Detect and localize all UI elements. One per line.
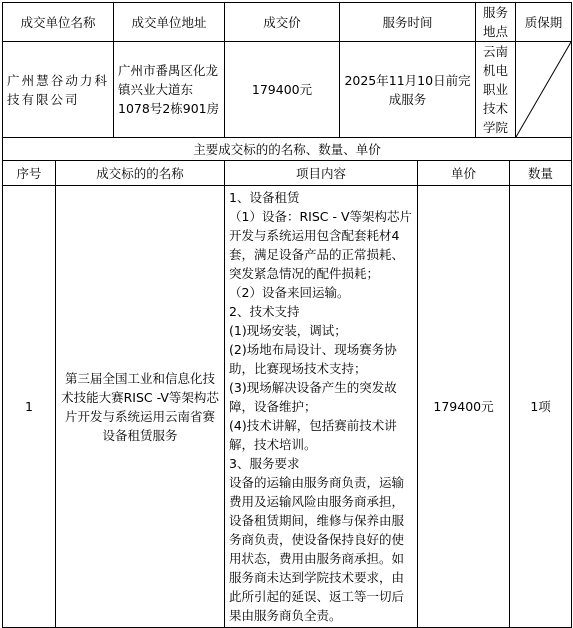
header-service-location: 服务地点 bbox=[476, 3, 516, 42]
content-line: （1）设备：RISC - V等架构芯片开发与系统运用包含配套耗材4套，满足设备产品的正常损耗、突发紧急情况的配件损耗； bbox=[229, 209, 413, 281]
item-content bbox=[225, 186, 418, 628]
content-line: (3)现场解决设备产生的突发故障，设备维护； bbox=[229, 380, 397, 414]
items-header-quantity: 数量 bbox=[510, 161, 572, 186]
header-price: 成交价 bbox=[225, 3, 340, 42]
items-header-content: 项目内容 bbox=[225, 161, 418, 186]
header-supplier-address: 成交单位地址 bbox=[114, 3, 225, 42]
item-unit-price: 179400元 bbox=[418, 186, 510, 628]
items-header-row bbox=[3, 161, 572, 186]
supplier-address: 广州市番禺区化龙镇兴业大道东1078号2栋901房 bbox=[114, 42, 225, 138]
content-line: （2）设备来回运输。 bbox=[229, 285, 350, 300]
item-row bbox=[3, 186, 572, 628]
content-line: (2)场地布局设计、现场赛务协助，比赛现场技术支持； bbox=[229, 342, 397, 376]
diagonal-slash bbox=[516, 42, 571, 137]
supplier-row bbox=[3, 42, 572, 138]
supplier-price: 179400元 bbox=[225, 42, 340, 138]
header-warranty: 质保期 bbox=[516, 3, 572, 42]
item-name: 第三届全国工业和信息化技术技能大赛RISC -V等架构芯片开发与系统运用云南省赛设备租赁服务 bbox=[56, 186, 225, 628]
supplier-header-row bbox=[3, 3, 572, 42]
supplier-service-time: 2025年11月10日前完成服务 bbox=[340, 42, 476, 138]
header-service-time: 服务时间 bbox=[340, 3, 476, 42]
item-quantity: 1项 bbox=[510, 186, 572, 628]
procurement-result-table bbox=[2, 2, 572, 628]
section-title-row bbox=[3, 138, 572, 161]
content-line: (4)技术讲解，包括赛前技术讲解，技术培训。 bbox=[229, 418, 397, 452]
section-title: 主要成交标的的名称、数量、单价 bbox=[3, 138, 572, 161]
content-line: 1、设备租赁 bbox=[229, 190, 300, 205]
items-header-unit-price: 单价 bbox=[418, 161, 510, 186]
content-line: 2、技术支持 bbox=[229, 304, 300, 319]
content-line: (1)现场安装，调试； bbox=[229, 323, 347, 338]
items-header-no: 序号 bbox=[3, 161, 56, 186]
content-line: 3、服务要求 bbox=[229, 456, 300, 471]
content-line: 设备的运输由服务商负责，运输费用及运输风险由服务商承担，设备租赁期间，维修与保养由服务商负责，使设备保持良好的使用状态，费用由服务商承担。如服务商未达到学院技术要求，由此所引起的延误、返工等一切后果由服务商负全责。 bbox=[229, 475, 405, 623]
item-no: 1 bbox=[3, 186, 56, 628]
header-supplier-name: 成交单位名称 bbox=[3, 3, 114, 42]
items-header-name: 成交标的的名称 bbox=[56, 161, 225, 186]
warranty-empty-cell bbox=[516, 42, 572, 138]
supplier-service-location: 云南机电职业技术学院 bbox=[476, 42, 516, 138]
supplier-name: 广州慧谷动力科技有限公司 bbox=[3, 42, 114, 138]
